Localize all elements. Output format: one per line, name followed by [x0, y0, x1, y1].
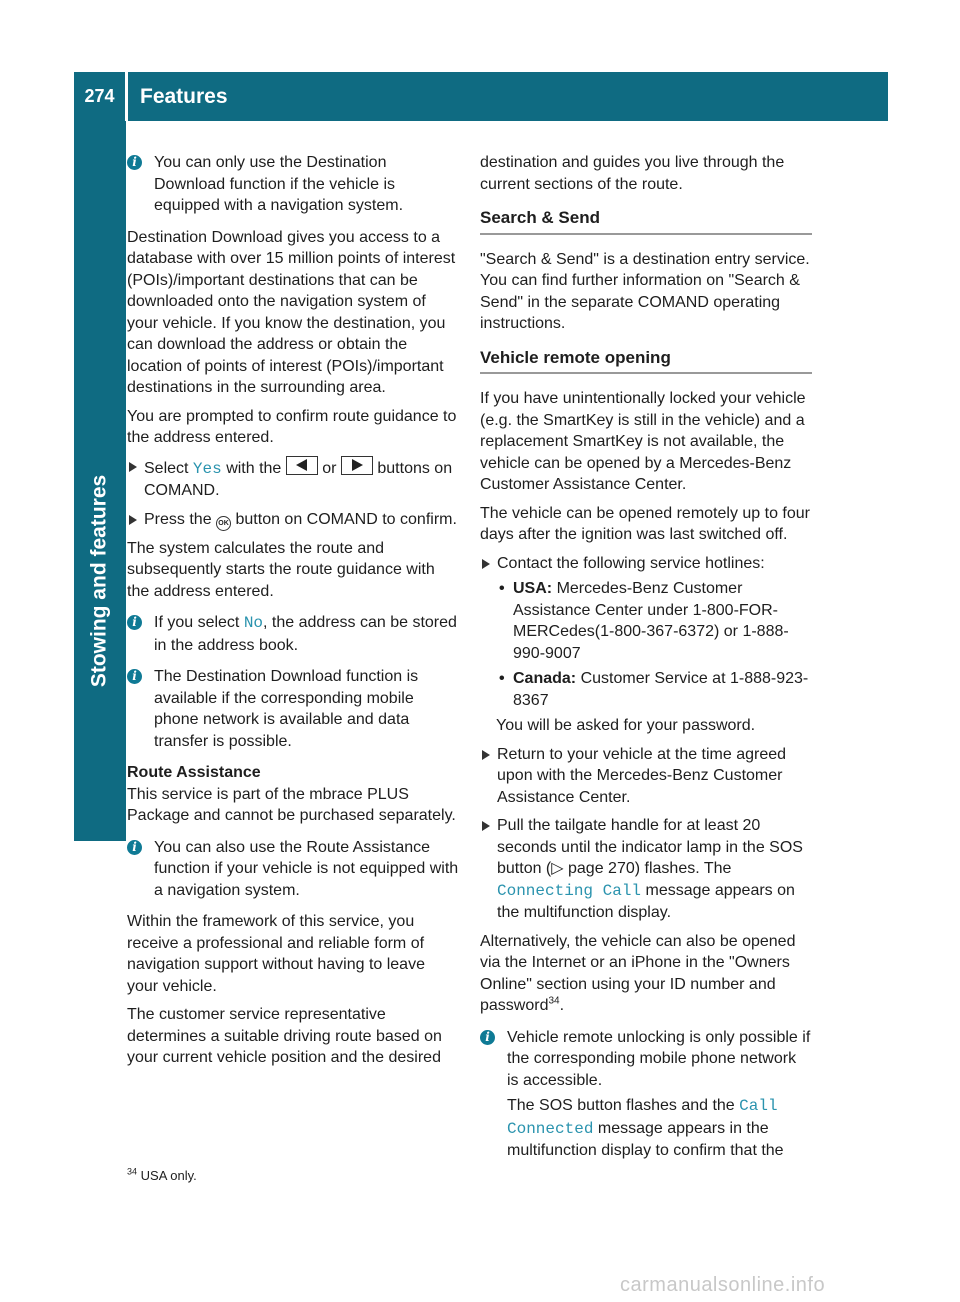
ok-button-icon: OK [216, 516, 231, 531]
right-column [480, 152, 812, 1172]
paragraph: The customer service representative determines a suitable driving route based on your current vehicle position and the desired [127, 1006, 442, 1066]
paragraph: The system calculates the route and subsequently starts the route guidance with the address entered. [127, 539, 435, 600]
info-icon: i [127, 840, 142, 855]
left-arrow-key-icon [286, 456, 318, 475]
info-icon: i [127, 669, 142, 684]
info-icon: i [127, 155, 142, 170]
step-item: Return to your vehicle at the time agreed upon with the Mercedes-Benz Customer Assistance Center. [480, 744, 812, 809]
paragraph: Destination Download gives you access to a database with over 15 million points of interest (POIs)/important destinations that can be downloaded onto the navigation system of your vehicle. If you know the destination, you can download the address or obtain the location of points of interest (POIs)/important destinations in the surrounding area. [127, 228, 456, 396]
info-note: i If you select No, the address can be stored in the address book. [127, 612, 459, 656]
left-column [127, 152, 459, 1076]
footnote-reference: 34 [548, 995, 560, 1007]
list-item: • Canada: Customer Service at 1-888-923-8367 [499, 670, 809, 709]
step-arrow-icon [482, 559, 490, 569]
paragraph: You are prompted to confirm route guidance to the address entered. [127, 407, 457, 446]
paragraph: Alternatively, the vehicle can also be opened via the Internet or an iPhone in the "Owners Online" section using your ID number and password$^{34}$. [480, 932, 796, 1014]
step-item: Select Yes with the or buttons on COMAND. [127, 456, 459, 502]
paragraph: The vehicle can be opened remotely up to four days after the ignition was last switched off. [480, 504, 810, 543]
display-message: Connecting Call [497, 881, 642, 900]
step-arrow-icon [129, 462, 137, 472]
paragraph: Within the framework of this service, you receive a professional and reliable form of navigation support without having to leave your vehicle. [127, 913, 425, 995]
step-item: Contact the following service hotlines: [480, 553, 812, 575]
paragraph: "Search & Send" is a destination entry service. You can find further information on "Search & Send" in the separate COMAND operating instructions. [480, 250, 810, 332]
bullet-icon: • [499, 580, 505, 597]
side-tab-label: Stowing and features [87, 474, 111, 688]
info-note: i You can only use the Destination Download function if the vehicle is equipped with a navigation system. [127, 152, 459, 217]
section-heading: Vehicle remote opening [480, 347, 812, 375]
right-arrow-key-icon [341, 456, 373, 475]
list-item: • USA: Mercedes-Benz Customer Assistance Center under 1-800-FOR-MERCedes(1-800-367-6372) or 1-888-990-9007 [499, 580, 789, 662]
section-heading: Search & Send [480, 207, 812, 235]
step-arrow-icon [482, 821, 490, 831]
info-icon: i [127, 615, 142, 630]
display-message: Yes [192, 459, 222, 478]
step-item: Pull the tailgate handle for at least 20 seconds until the indicator lamp in the SOS button (▷ page 270) flashes. The Connecting Call message appears on the multifunction display. [480, 815, 812, 924]
footnote: $^{34}$ USA only. [127, 1166, 197, 1183]
step-arrow-icon [482, 750, 490, 760]
info-icon: i [480, 1030, 495, 1045]
step-item: Press the OK button on COMAND to confirm. [127, 509, 459, 531]
step-arrow-icon [129, 515, 137, 525]
display-message: No [243, 614, 264, 632]
display-message: Call Connected [507, 1097, 778, 1138]
watermark: carmanualsonline.info [620, 1274, 826, 1296]
paragraph: If you have unintentionally locked your vehicle (e.g. the SmartKey is still in the vehicle) and a replacement SmartKey is not available, the vehicle can be opened by a Mercedes-Benz Customer Assistance Center. [480, 390, 806, 493]
paragraph: destination and guides you live through the current sections of the route. [480, 154, 785, 193]
page-number: 274 [84, 86, 115, 106]
header-divider [125, 72, 128, 121]
paragraph: This service is part of the mbrace PLUS Package and cannot be purchased separately. [127, 785, 456, 824]
page-title: Features [140, 85, 228, 108]
info-note: i Vehicle remote unlocking is only possible if the corresponding mobile phone network is accessible. The SOS button flashes and the Call Connected message appears in the multifunction display to confirm that the [480, 1027, 812, 1162]
bullet-icon: • [499, 670, 505, 687]
info-note: i You can also use the Route Assistance function if your vehicle is not equipped with a navigation system. [127, 837, 459, 902]
subheading: Route Assistance [127, 764, 261, 781]
paragraph: You will be asked for your password. [496, 717, 756, 734]
info-note: i The Destination Download function is available if the corresponding mobile phone network is available and data transfer is possible. [127, 666, 459, 752]
